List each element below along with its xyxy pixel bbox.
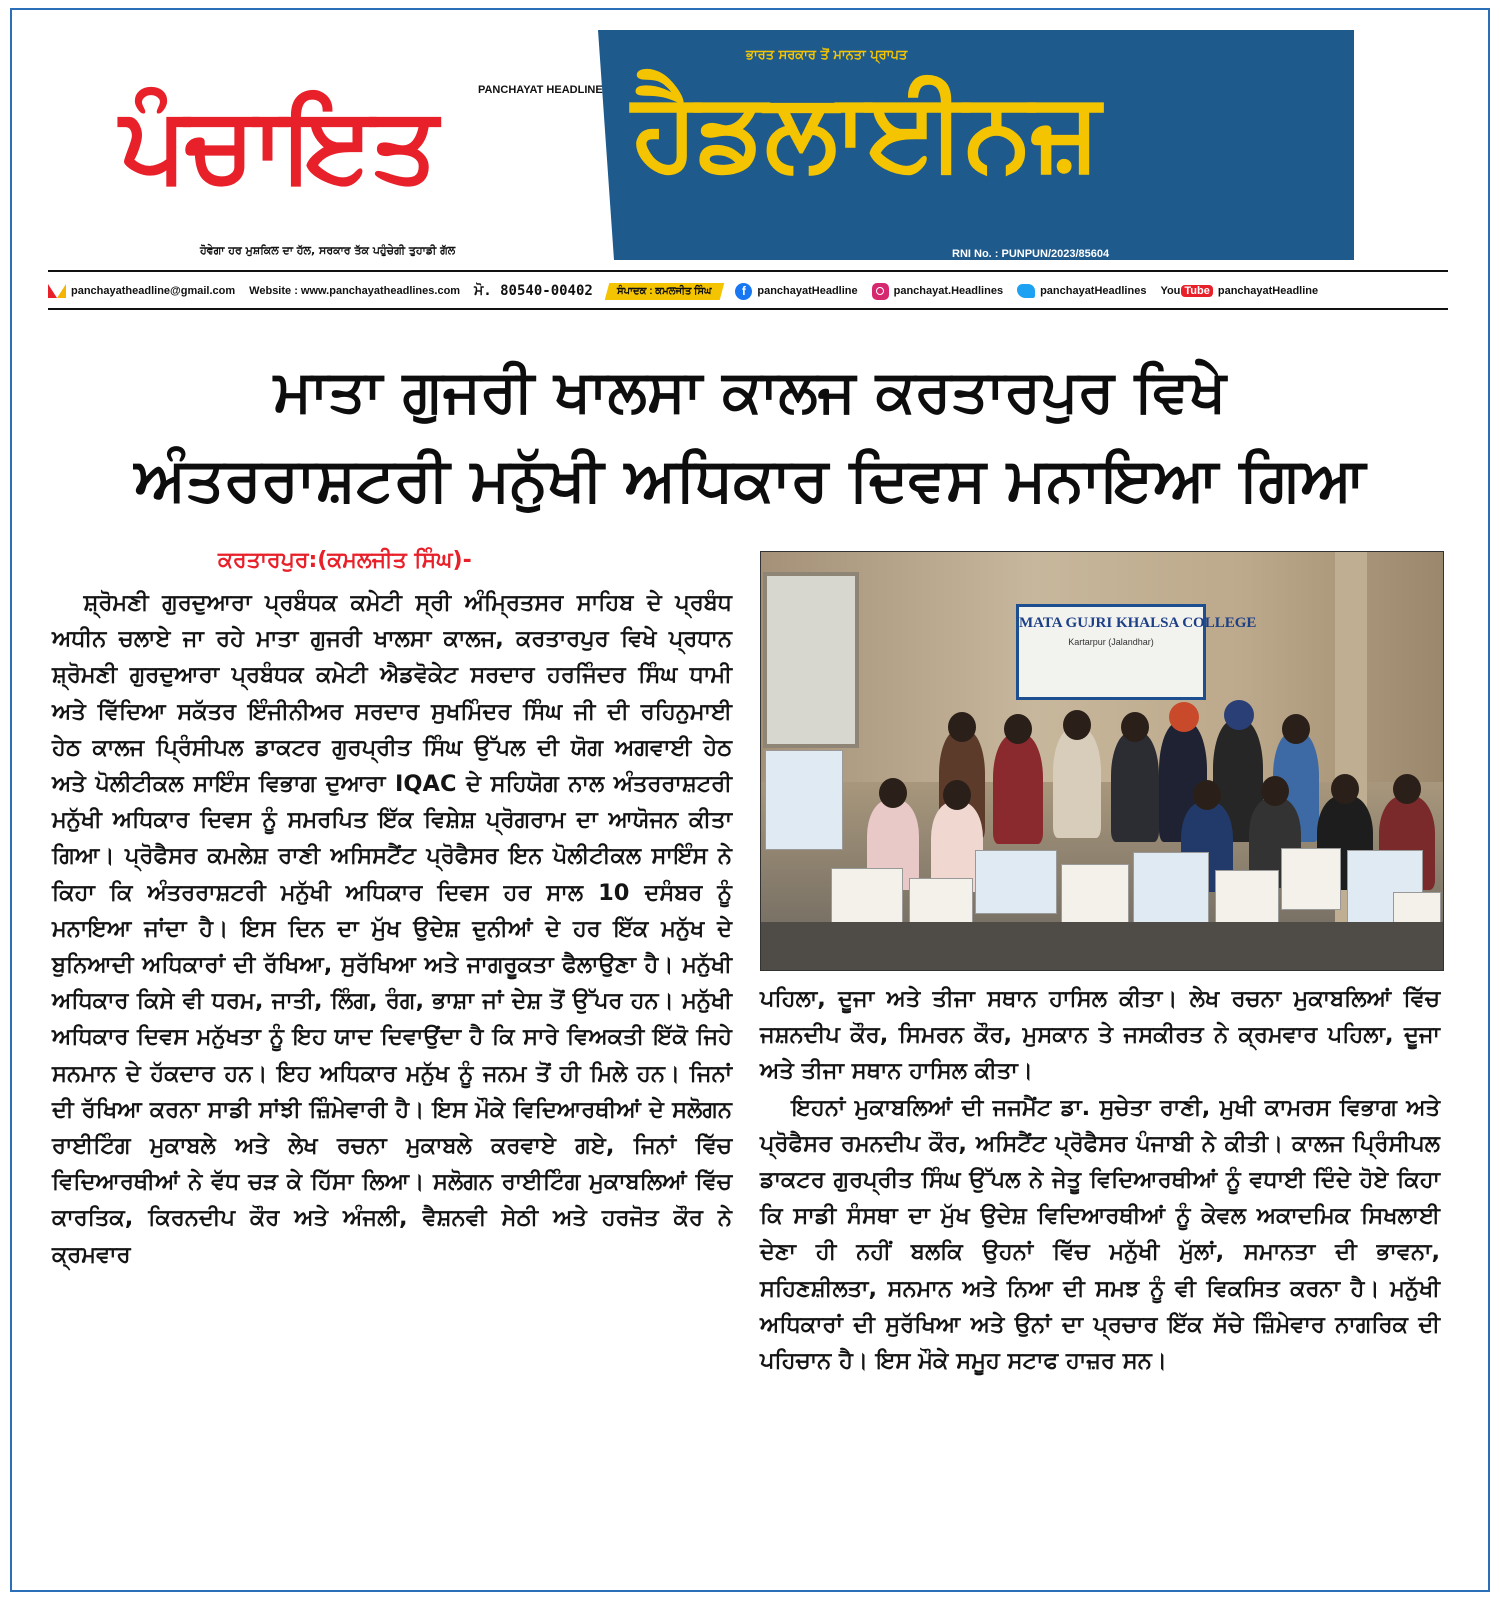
facebook-icon: f bbox=[735, 283, 752, 300]
person-head bbox=[943, 780, 971, 810]
gmail-icon bbox=[48, 284, 66, 298]
article-right-column bbox=[760, 981, 1440, 1379]
masthead-title-red: ਪੰਚਾਇਤ bbox=[120, 83, 436, 205]
masthead-slant bbox=[598, 30, 614, 260]
photo-window bbox=[763, 572, 859, 748]
headline-line-2: ਅੰਤਰਰਾਸ਼ਟਰੀ ਮਨੁੱਖੀ ਅਧਿਕਾਰ ਦਿਵਸ ਮਨਾਇਆ ਗਿਆ bbox=[134, 445, 1366, 515]
youtube-icon bbox=[1160, 285, 1212, 297]
instagram-item[interactable] bbox=[872, 283, 1003, 300]
website-item[interactable] bbox=[249, 285, 460, 297]
headline-line-1: ਮਾਤਾ ਗੁਜਰੀ ਖਾਲਸਾ ਕਾਲਜ ਕਰਤਾਰਪੁਰ ਵਿਖੇ bbox=[273, 357, 1227, 425]
govt-recognition: ਭਾਰਤ ਸਰਕਾਰ ਤੋਂ ਮਾਨਤਾ ਪ੍ਰਾਪਤ bbox=[746, 48, 908, 63]
person-head bbox=[1004, 714, 1032, 744]
article-paragraph: ਸ਼੍ਰੋਮਣੀ ਗੁਰਦੁਆਰਾ ਪ੍ਰਬੰਧਕ ਕਮੇਟੀ ਸ੍ਰੀ ਅੰਮ੍ਰਿਤਸਰ ਸਾਹਿਬ ਦੇ ਪ੍ਰਬੰਧ ਅਧੀਨ ਚਲਾਏ ਜਾ ਰਹੇ ਮਾਤਾ ਗੁਜਰੀ ਖਾਲਸਾ ਕਾਲਜ, ਕਰਤਾਰਪੁਰ ਵਿਖੇ ਪ੍ਰਧਾਨ ਸ਼੍ਰੋਮਣੀ ਗੁਰਦੁਆਰਾ ਪ੍ਰਬੰਧਕ ਕਮੇਟੀ ਐਡਵੋਕੇਟ ਸਰਦਾਰ ਹਰਜਿੰਦਰ ਸਿੰਘ ਧਾਮੀ ਅਤੇ ਵਿੱਦਿਆ ਸਕੱਤਰ ਇੰਜੀਨੀਅਰ ਸਰਦਾਰ ਸੁਖਮਿੰਦਰ ਸਿੰਘ ਜੀ ਦੀ ਰਹਿਨੁਮਾਈ ਹੇਠ ਕਾਲਜ ਪ੍ਰਿੰਸੀਪਲ ਡਾਕਟਰ ਗੁਰਪ੍ਰੀਤ ਸਿੰਘ ਉੱਪਲ ਦੀ ਯੋਗ ਅਗਵਾਈ ਹੇਠ ਅਤੇ ਪੋਲੀਟੀਕਲ ਸਾਇੰਸ ਵਿਭਾਗ ਦੁਆਰਾ IQAC ਦੇ ਸਹਿਯੋਗ ਨਾਲ ਅੰਤਰਰਾਸ਼ਟਰੀ ਮਨੁੱਖੀ ਅਧਿਕਾਰ ਦਿਵਸ ਨੂੰ ਸਮਰਪਿਤ ਇੱਕ ਵਿਸ਼ੇਸ਼ ਪ੍ਰੋਗਰਾਮ ਦਾ ਆਯੋਜਨ ਕੀਤਾ ਗਿਆ। ਪ੍ਰੋਫੈਸਰ ਕਮਲੇਸ਼ ਰਾਣੀ ਅਸਿਸਟੈਂਟ ਪ੍ਰੋਫੈਸਰ ਇਨ ਪੋਲੀਟੀਕਲ ਸਾਇੰਸ ਨੇ ਕਿਹਾ ਕਿ ਅੰਤਰਰਾਸ਼ਟਰੀ ਮਨੁੱਖੀ ਅਧਿਕਾਰ ਦਿਵਸ ਹਰ ਸਾਲ 10 ਦਸੰਬਰ ਨੂੰ ਮਨਾਇਆ ਜਾਂਦਾ ਹੈ। ਇਸ ਦਿਨ ਦਾ ਮੁੱਖ ਉਦੇਸ਼ ਦੁਨੀਆਂ ਦੇ ਹਰ ਇੱਕ ਮਨੁੱਖ ਦੇ ਬੁਨਿਆਦੀ ਅਧਿਕਾਰਾਂ ਦੀ ਰੱਖਿਆ, ਸੁਰੱਖਿਆ ਅਤੇ ਜਾਗਰੂਕਤਾ ਫੈਲਾਉਣਾ ਹੈ। ਮਨੁੱਖੀ ਅਧਿਕਾਰ ਕਿਸੇ ਵੀ ਧਰਮ, ਜਾਤੀ, ਲਿੰਗ, ਰੰਗ, ਭਾਸ਼ਾ ਜਾਂ ਦੇਸ਼ ਤੋਂ ਉੱਪਰ ਹਨ। ਮਨੁੱਖੀ ਅਧਿਕਾਰ ਦਿਵਸ ਮਨੁੱਖਤਾ ਨੂੰ ਇਹ ਯਾਦ ਦਿਵਾਉਂਦਾ ਹੈ ਕਿ ਸਾਰੇ ਵਿਅਕਤੀ ਇੱਕੋ ਜਿਹੇ ਸਨਮਾਨ ਦੇ ਹੱਕਦਾਰ ਹਨ। ਇਹ ਅਧਿਕਾਰ ਮਨੁੱਖ ਨੂੰ ਜਨਮ ਤੋਂ ਹੀ ਮਿਲੇ ਹਨ। ਜਿਨਾਂ ਦੀ ਰੱਖਿਆ ਕਰਨਾ ਸਾਡੀ ਸਾਂਝੀ ਜ਼ਿੰਮੇਵਾਰੀ ਹੈ। ਇਸ ਮੌਕੇ ਵਿਦਿਆਰਥੀਆਂ ਦੇ ਸਲੋਗਨ ਰਾਈਟਿੰਗ ਮੁਕਾਬਲੇ ਅਤੇ ਲੇਖ ਰਚਨਾ ਮੁਕਾਬਲੇ ਕਰਵਾਏ ਗਏ, ਜਿਨਾਂ ਵਿੱਚ ਵਿਦਿਆਰਥੀਆਂ ਨੇ ਵੱਧ ਚੜ ਕੇ ਹਿੱਸਾ ਲਿਆ। ਸਲੋਗਨ ਰਾਈਟਿੰਗ ਮੁਕਾਬਲਿਆਂ ਵਿੱਚ ਕਾਰਤਿਕ, ਕਿਰਨਦੀਪ ਕੌਰ ਅਤੇ ਅੰਜਲੀ, ਵੈਸ਼ਨਵੀ ਸੇਠੀ ਅਤੇ ਹਰਜੋਤ ਕੌਰ ਨੇ ਕ੍ਰਮਵਾਰ bbox=[52, 590, 732, 1268]
article-paragraph: ਇਹਨਾਂ ਮੁਕਾਬਲਿਆਂ ਦੀ ਜਜਮੈਂਟ ਡਾ. ਸੁਚੇਤਾ ਰਾਣੀ, ਮੁਖੀ ਕਾਮਰਸ ਵਿਭਾਗ ਅਤੇ ਪ੍ਰੋਫੈਸਰ ਰਮਨਦੀਪ ਕੌਰ, ਅਸਿਟੈਂਟ ਪ੍ਰੋਫੈਸਰ ਪੰਜਾਬੀ ਨੇ ਕੀਤੀ। ਕਾਲਜ ਪ੍ਰਿੰਸੀਪਲ ਡਾਕਟਰ ਗੁਰਪ੍ਰੀਤ ਸਿੰਘ ਉੱਪਲ ਨੇ ਜੇਤੂ ਵਿਦਿਆਰਥੀਆਂ ਨੂੰ ਵਧਾਈ ਦਿੰਦੇ ਹੋਏ ਕਿਹਾ ਕਿ ਸਾਡੀ ਸੰਸਥਾ ਦਾ ਮੁੱਖ ਉਦੇਸ਼ ਵਿਦਿਆਰਥੀਆਂ ਨੂੰ ਕੇਵਲ ਅਕਾਦਮਿਕ ਸਿਖਲਾਈ ਦੇਣਾ ਹੀ ਨਹੀਂ ਬਲਕਿ ਉਹਨਾਂ ਵਿੱਚ ਮਨੁੱਖੀ ਮੁੱਲਾਂ, ਸਮਾਨਤਾ ਦੀ ਭਾਵਨਾ, ਸਹਿਣਸ਼ੀਲਤਾ, ਸਨਮਾਨ ਅਤੇ ਨਿਆ ਦੀ ਸਮਝ ਨੂੰ ਵੀ ਵਿਕਸਿਤ ਕਰਨਾ ਹੈ। ਮਨੁੱਖੀ ਅਧਿਕਾਰਾਂ ਦੀ ਸੁਰੱਖਿਆ ਅਤੇ ਉਨਾਂ ਦਾ ਪ੍ਰਚਾਰ ਇੱਕ ਸੱਚੇ ਜ਼ਿੰਮੇਵਾਰ ਨਾਗਰਿਕ ਦੀ ਪਹਿਚਾਨ ਹੈ। ਇਸ ਮੌਕੇ ਸਮੂਹ ਸਟਾਫ ਹਾਜ਼ਰ ਸਨ। bbox=[760, 1094, 1440, 1375]
person-head bbox=[1121, 712, 1149, 742]
article-left-column bbox=[52, 585, 732, 1273]
person-head bbox=[1193, 780, 1221, 810]
email-text: panchayatheadline@gmail.com bbox=[71, 285, 236, 297]
person-head bbox=[1393, 774, 1421, 804]
article-byline: ਕਰਤਾਰਪੁਰ:(ਕਮਲਜੀਤ ਸਿੰਘ)- bbox=[218, 548, 472, 573]
person-head bbox=[1331, 774, 1359, 804]
college-banner bbox=[1016, 604, 1257, 700]
person-figure bbox=[993, 734, 1043, 844]
contact-bar bbox=[48, 278, 1448, 304]
person-figure bbox=[1111, 732, 1159, 842]
poster bbox=[975, 850, 1057, 914]
youtube-logo-you: You bbox=[1160, 285, 1181, 297]
phone-text: ਮੋ. 80540-00402 bbox=[474, 283, 593, 299]
banner-subtitle: Kartarpur (Jalandhar) bbox=[1068, 637, 1154, 647]
masthead-left bbox=[120, 22, 610, 257]
twitter-icon bbox=[1017, 284, 1035, 298]
person-head bbox=[1224, 700, 1254, 730]
twitter-item[interactable] bbox=[1017, 284, 1146, 298]
masthead-title-yellow: ਹੈਡਲਾਈਨਜ਼ bbox=[632, 69, 1099, 194]
person-head bbox=[1282, 714, 1310, 744]
person-head bbox=[879, 778, 907, 808]
person-figure bbox=[1053, 728, 1101, 838]
youtube-logo-tube: Tube bbox=[1181, 285, 1212, 297]
youtube-item[interactable] bbox=[1160, 285, 1318, 297]
person-head bbox=[1169, 702, 1199, 732]
editor-badge bbox=[605, 283, 724, 300]
contact-rule-bottom bbox=[48, 308, 1448, 310]
facebook-handle: panchayatHeadline bbox=[757, 285, 858, 297]
instagram-handle: panchayat.Headlines bbox=[893, 285, 1004, 297]
article-paragraph: ਪਹਿਲਾ, ਦੂਜਾ ਅਤੇ ਤੀਜਾ ਸਥਾਨ ਹਾਸਿਲ ਕੀਤਾ। ਲੇਖ ਰਚਨਾ ਮੁਕਾਬਲਿਆਂ ਵਿੱਚ ਜਸ਼ਨਦੀਪ ਕੌਰ, ਸਿਮਰਨ ਕੌਰ, ਮੁਸਕਾਨ ਤੇ ਜਸਕੀਰਤ ਨੇ ਕ੍ਰਮਵਾਰ ਪਹਿਲਾ, ਦੂਜਾ ਅਤੇ ਤੀਜਾ ਸਥਾਨ ਹਾਸਿਲ ਕੀਤਾ। bbox=[760, 986, 1440, 1085]
email-item[interactable] bbox=[48, 284, 235, 298]
facebook-item[interactable] bbox=[735, 283, 857, 300]
masthead-english-title: PANCHAYAT HEADLINES bbox=[477, 84, 610, 96]
banner-title: MATA GUJRI KHALSA COLLEGE bbox=[1019, 615, 1257, 631]
poster bbox=[765, 750, 843, 850]
contact-rule-top bbox=[48, 270, 1448, 272]
poster bbox=[1281, 848, 1341, 910]
masthead-tagline: ਹੋਵੇਗਾ ਹਰ ਮੁਸ਼ਕਿਲ ਦਾ ਹੱਲ, ਸਰਕਾਰ ਤੱਕ ਪਹੁੰਚੇਗੀ ਤੁਹਾਡੀ ਗੱਲ bbox=[200, 244, 456, 257]
photo-floor bbox=[761, 922, 1444, 971]
website-text: Website : www.panchayatheadlines.com bbox=[249, 285, 461, 297]
masthead-right bbox=[614, 30, 1354, 260]
twitter-handle: panchayatHeadlines bbox=[1040, 285, 1147, 297]
person-head bbox=[1261, 776, 1289, 806]
rni-number: RNI No. : PUNPUN/2023/85604 bbox=[952, 248, 1110, 260]
instagram-icon bbox=[872, 283, 889, 300]
phone-item[interactable] bbox=[474, 283, 593, 299]
person-head bbox=[948, 712, 976, 742]
youtube-handle: panchayatHeadline bbox=[1217, 285, 1319, 297]
event-photo bbox=[760, 551, 1444, 971]
editor-text: ਸੰਪਾਦਕ : ਕਮਲਜੀਤ ਸਿੰਘ bbox=[616, 285, 712, 297]
person-head bbox=[1063, 710, 1091, 740]
